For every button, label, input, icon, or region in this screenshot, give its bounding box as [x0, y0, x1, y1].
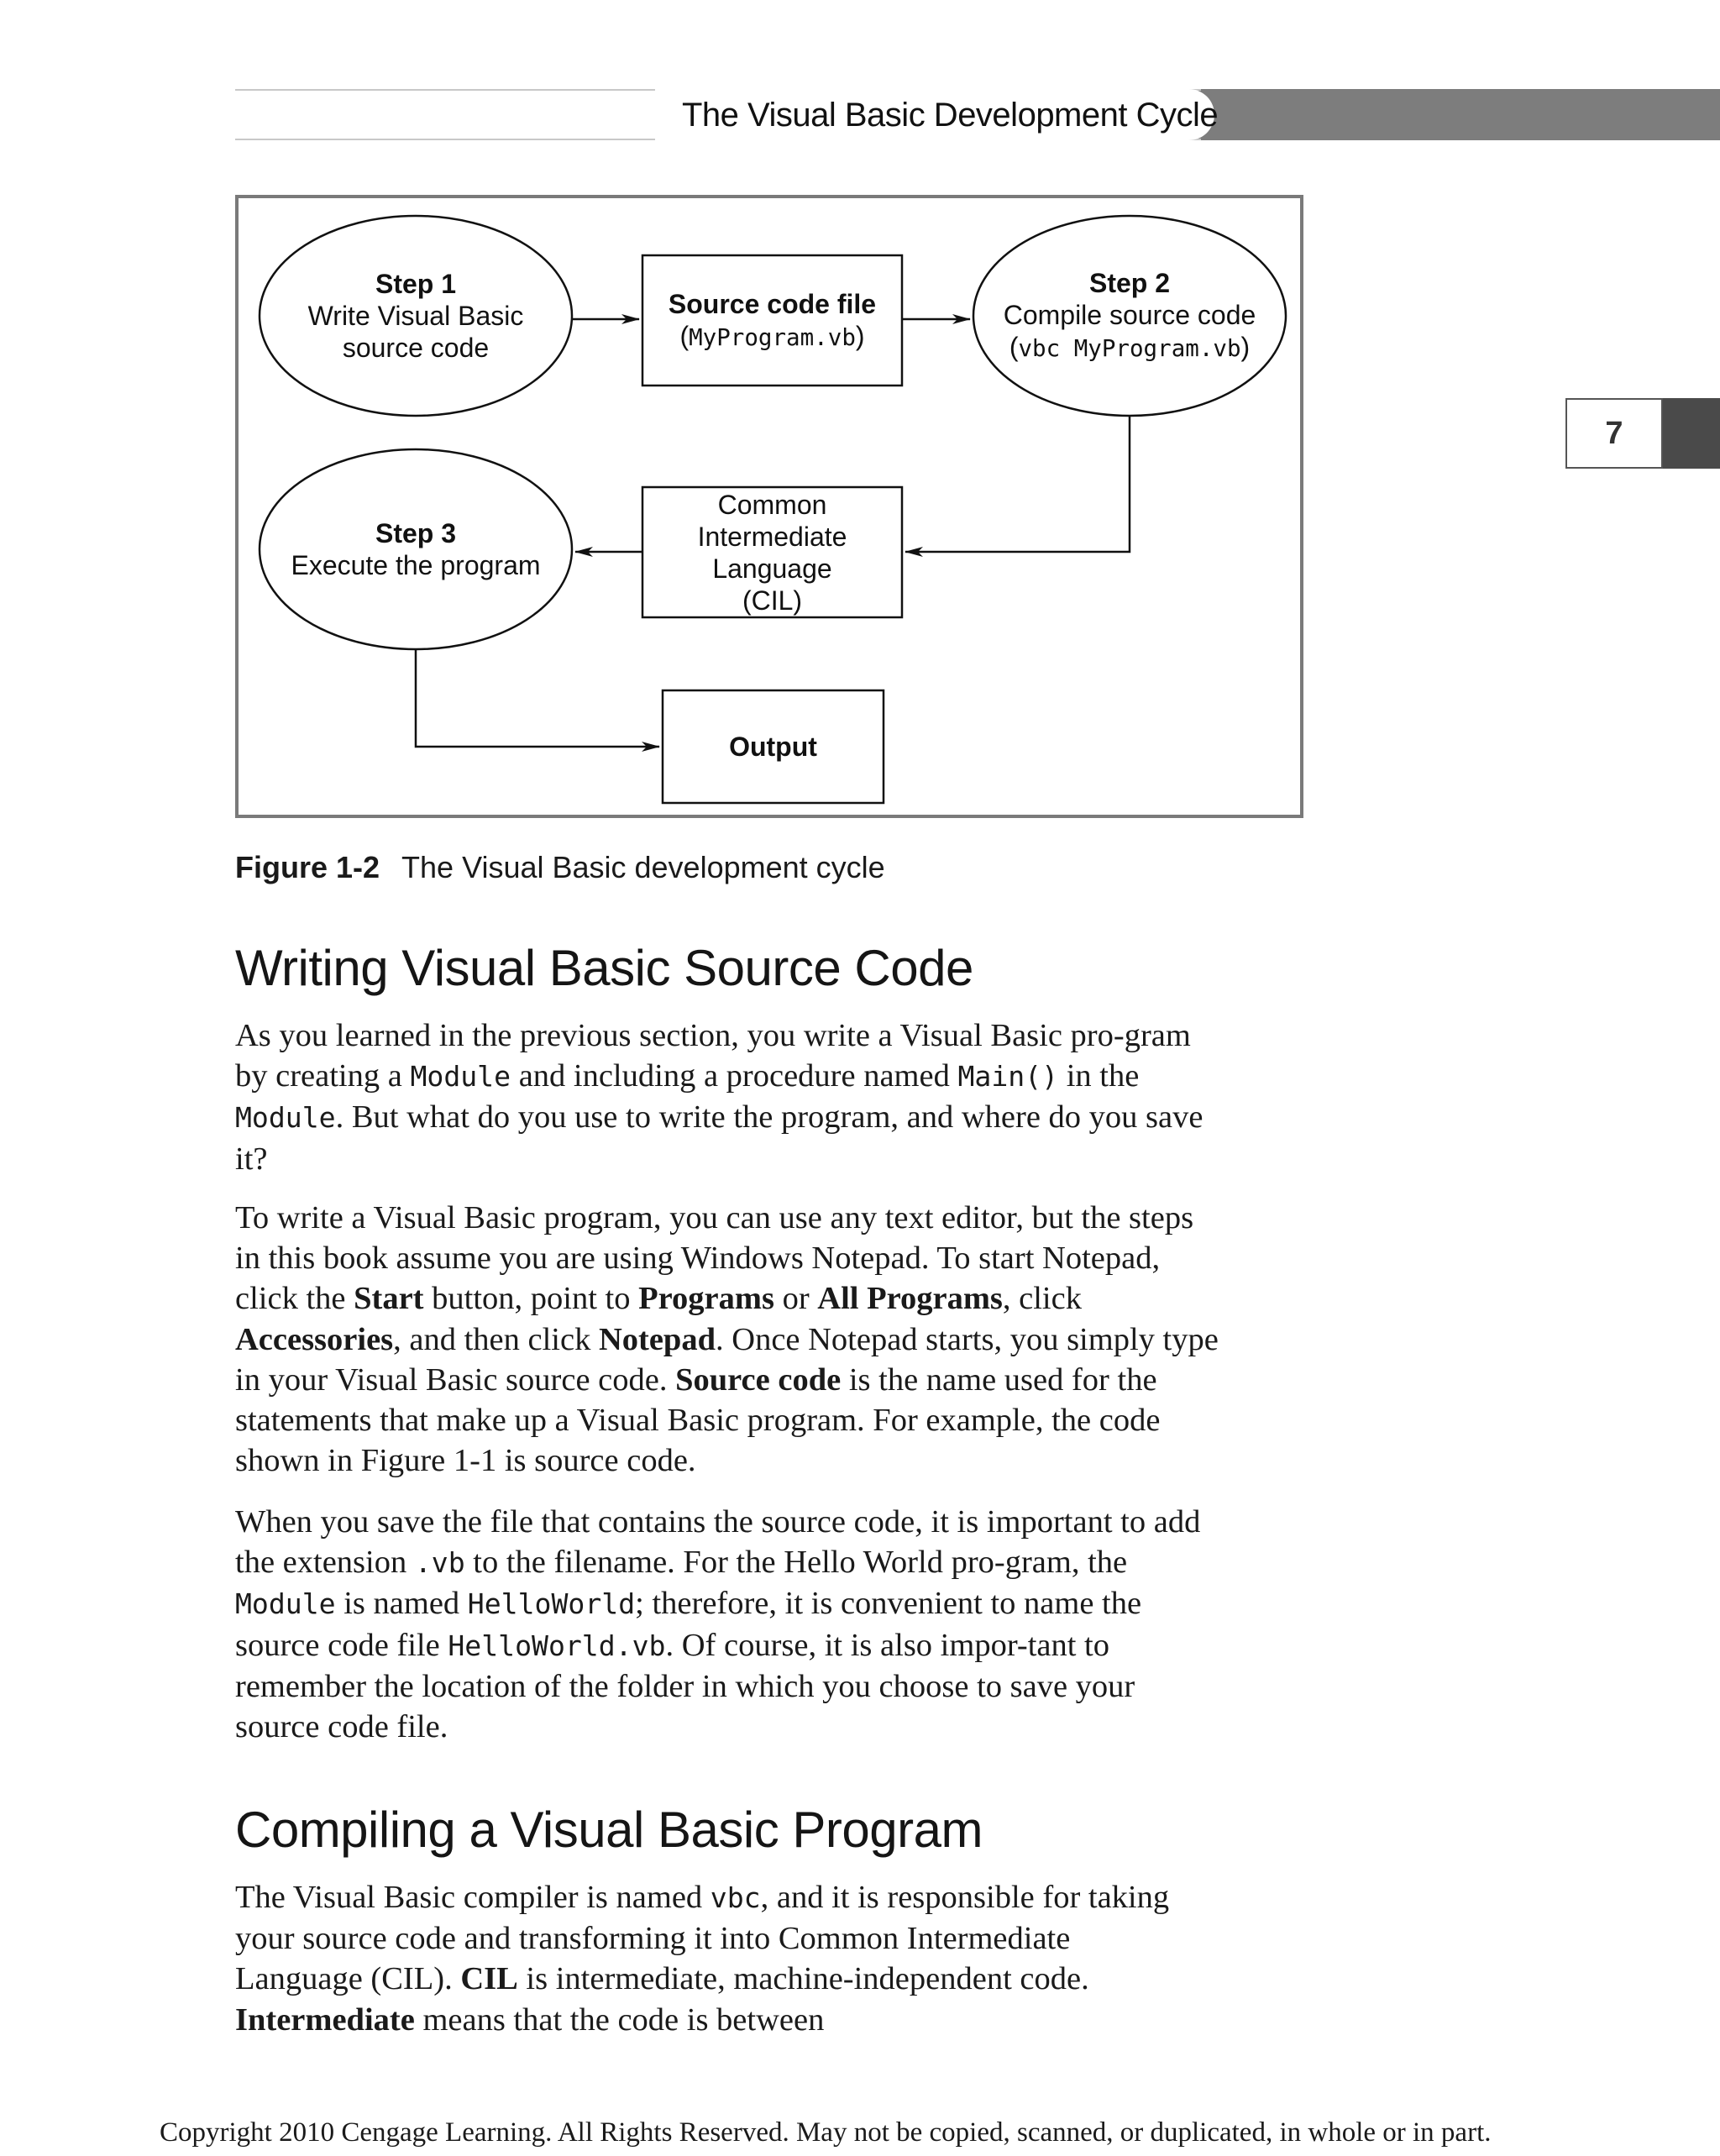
bold-term: Programs	[638, 1281, 774, 1317]
output-title: Output	[729, 732, 817, 762]
inline-code: HelloWorld.vb	[448, 1629, 666, 1662]
step3-line1: Execute the program	[291, 550, 541, 580]
bold-term: Source code	[675, 1361, 842, 1398]
arrow-step2-to-cil	[905, 416, 1130, 552]
cil-line1: Common Intermediate	[697, 489, 847, 552]
chapter-number: 7	[1565, 398, 1663, 469]
paragraph: When you save the file that contains the source code, it is important to add the extension .vb to the filename. For the Hello World pro-gram, the Module is named HelloWorld; therefore, it is convenient to name the source code file HelloWorld.vb. Of course, it is also impor-tant to remember the location of the folder in which you choose to save your source code file.	[235, 1504, 1201, 1745]
source-file-title: Source code file	[668, 288, 877, 319]
inline-code: Module	[410, 1060, 511, 1094]
section-heading-compiling: Compiling a Visual Basic Program	[235, 1802, 983, 1858]
step1-node	[260, 216, 572, 416]
output-node	[663, 690, 884, 803]
development-cycle-diagram	[235, 195, 1303, 818]
bold-term: Accessories	[235, 1321, 394, 1357]
bold-term: Start	[354, 1281, 424, 1317]
figure-caption-label: Figure 1-2	[235, 850, 380, 884]
paragraph: To write a Visual Basic program, you can use any text editor, but the steps in this book assume you are using Windows Notepad. To start Notepad, click the Start button, point to Programs or All Programs, click Accessories, and then click Notepad. Once Notepad starts, you simply type in your Visual Basic source code. Source code is the name used for the statements that make up a Visual Basic program. For example, the code shown in Figure 1-1 is source code.	[235, 1200, 1219, 1479]
bold-term: Notepad	[598, 1321, 716, 1357]
cil-line3: (CIL)	[742, 585, 803, 616]
cil-node	[642, 487, 902, 617]
source-file-name: (MyProgram.vb)	[679, 320, 865, 351]
inline-code: HelloWorld	[467, 1587, 636, 1621]
section-heading-writing: Writing Visual Basic Source Code	[235, 940, 973, 996]
source-file-node	[642, 255, 902, 386]
step1-title: Step 1	[375, 269, 457, 299]
cil-line2: Language	[712, 553, 832, 584]
step2-line1: Compile source code	[1003, 300, 1256, 330]
chapter-tab-fill	[1663, 398, 1720, 469]
paragraph: As you learned in the previous section, you write a Visual Basic pro-gram by creating a Module and including a procedure named Main() in the Module. But what do you use to write the program, and where do you save it?	[235, 1018, 1203, 1177]
step3-title: Step 3	[375, 518, 457, 548]
bold-term: All Programs	[817, 1281, 1003, 1317]
running-title: The Visual Basic Development Cycle	[682, 97, 1219, 134]
inline-code: vbc	[710, 1881, 761, 1914]
inline-code: Module	[235, 1101, 336, 1135]
figure-caption	[235, 850, 885, 885]
arrow-step3-to-output	[416, 649, 659, 747]
step2-node	[973, 216, 1286, 416]
step3-node	[260, 449, 572, 649]
inline-code: .vb	[414, 1546, 465, 1580]
step1-line2: source code	[342, 333, 490, 363]
copyright-notice: Copyright 2010 Cengage Learning. All Rights Reserved. May not be copied, scanned, or duplicated, in whole or in part.	[160, 2117, 1492, 2148]
figure-caption-text: The Visual Basic development cycle	[401, 850, 885, 884]
step1-line1: Write Visual Basic	[307, 301, 524, 331]
inline-code: Module	[235, 1587, 336, 1621]
step2-title: Step 2	[1088, 268, 1171, 298]
inline-code: Main()	[957, 1060, 1059, 1094]
bold-term: CIL	[460, 1961, 518, 1997]
header-band	[1159, 89, 1720, 140]
step2-command: (vbc MyProgram.vb)	[1009, 332, 1251, 362]
paragraph: The Visual Basic compiler is named vbc, and it is responsible for taking your source code and transforming it into Common Intermediate Language (CIL). CIL is intermediate, machine-independent code. Intermediate means that the code is between	[235, 1880, 1170, 2038]
bold-term: Intermediate	[235, 2001, 415, 2038]
